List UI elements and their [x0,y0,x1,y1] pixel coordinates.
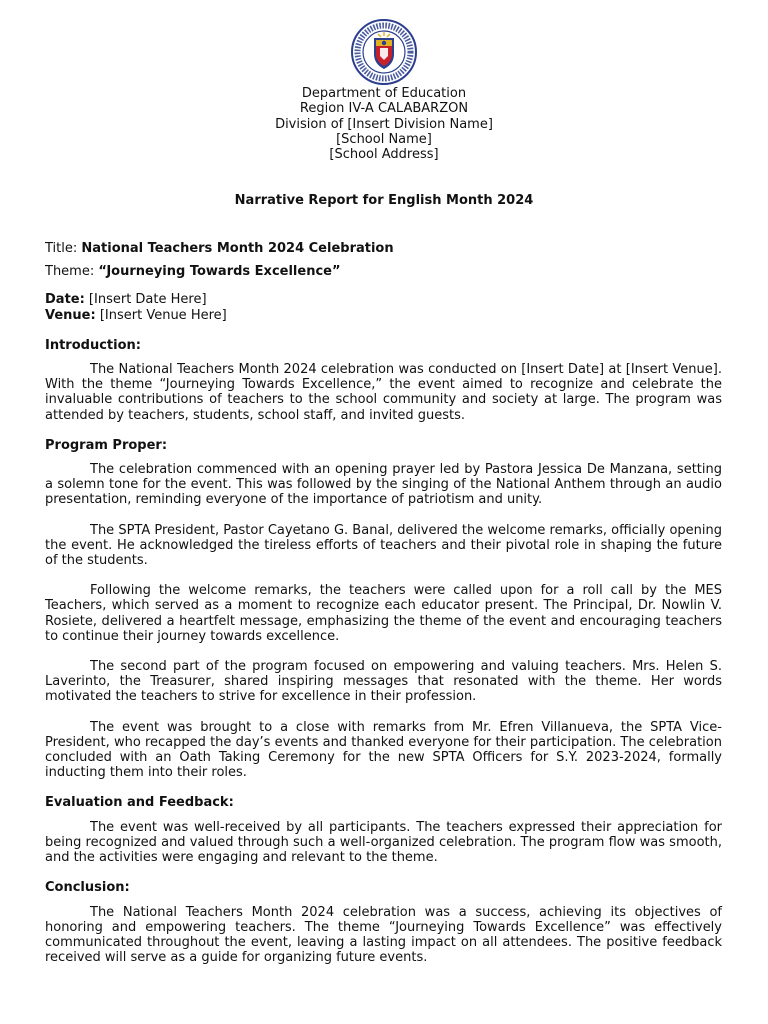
evaluation-heading: Evaluation and Feedback: [45,795,234,811]
program-paragraph-2: The SPTA President, Pastor Cayetano G. Banal, delivered the welcome remarks, officially opening the event. He acknowledged the tireless efforts of teachers and their pivotal role in shaping the future of the students. [45,522,722,569]
report-title: Narrative Report for English Month 2024 [234,193,534,208]
deped-seal-logo [345,18,423,86]
conclusion-paragraph: The National Teachers Month 2024 celebration was a success, achieving its objectives of honoring and empowering teachers. The theme “Journeying Towards Excellence” was effectively communicated throughout the event, leaving a lasting impact on all attendees. The positive feedback received will serve as a guide for organizing future events. [45,904,722,966]
title-line [45,241,722,256]
department-name: Department of Education [301,86,467,101]
conclusion-heading: Conclusion: [45,880,130,896]
date-label: Date: [45,292,85,308]
theme-label: Theme: [45,264,99,280]
venue-line [45,308,722,323]
venue-label: Venue: [45,307,96,323]
theme-line [45,264,722,279]
program-paragraph-3: Following the welcome remarks, the teachers were called upon for a roll call by the MES Teachers, which served as a moment to recognize each educator present. The Principal, Dr. Nowlin V. Rosiete, delivered a heartfelt message, emphasizing the theme of the event and encouraging teachers to continue their journey towards excellence. [45,583,722,644]
evaluation-paragraph: The event was well-received by all participants. The teachers expressed their appreciation for being recognized and valued through such a well-organized celebration. The program flow was smooth, and the activities were engaging and relevant to the theme. [45,819,722,866]
letterhead [0,86,768,162]
introduction-paragraph: The National Teachers Month 2024 celebration was conducted on [Insert Date] at [Insert Venue]. With the theme “Journeying Towards Excellence,” the event aimed to recognize and celebrate the invaluable contributions of teachers to the school community and society at large. The program was attended by teachers, students, school staff, and invited guests. [45,362,722,423]
introduction-heading: Introduction: [45,337,141,353]
program-paragraph-5: The event was brought to a close with remarks from Mr. Efren Villanueva, the SPTA Vice-President, who recapped the day’s events and thanked everyone for their participation. The celebration concluded with an Oath Taking Ceremony for the new SPTA Officers for S.Y. 2023-2024, formally inducting them into their roles. [45,719,722,781]
school-address: [School Address] [329,147,439,163]
title-label: Title: [45,241,82,256]
program-paragraph-1: The celebration commenced with an opening prayer led by Pastora Jessica De Manzana, setting a solemn tone for the event. This was followed by the singing of the National Anthem through an audio presentation, reminding everyone of the importance of patriotism and unity. [45,462,722,508]
program-paragraph-4: The second part of the program focused on empowering and valuing teachers. Mrs. Helen S. Laverinto, the Treasurer, shared inspiring messages that resonated with the theme. Her words motivated the teachers to strive for excellence in their profession. [45,659,722,705]
venue-value: [Insert Venue Here] [95,307,227,323]
school-name: [School Name] [336,131,432,147]
region-name: Region IV-A CALABARZON [299,101,469,117]
program-proper-heading: Program Proper: [45,437,168,453]
theme-value: “Journeying Towards Excellence” [98,264,341,280]
report-body [45,241,722,980]
date-value: [Insert Date Here] [84,292,207,308]
title-value: National Teachers Month 2024 Celebration [81,241,394,256]
division-name: Division of [Insert Division Name] [275,116,493,132]
date-line [45,292,722,307]
